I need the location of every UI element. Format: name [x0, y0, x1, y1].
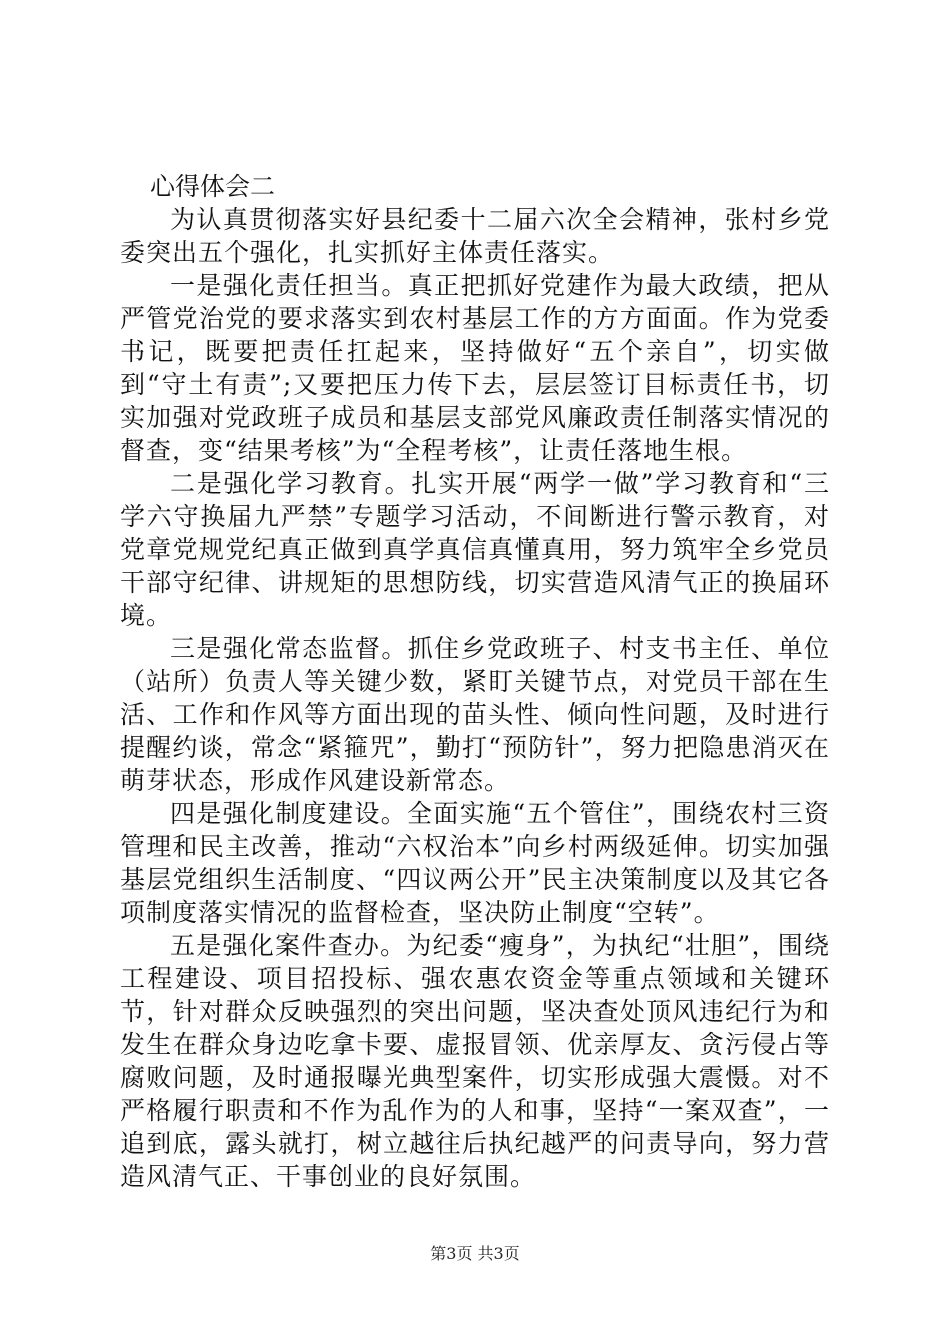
paragraph-case-handling: 五是强化案件查办。为纪委“瘦身”，为执纪“壮胆”，围绕工程建设、项目招投标、强农惠农资金等重点领域和关键环节，针对群众反映强烈的突出问题，坚决查处顶风违纪行为和发生在群众身边吃拿卡要、虚报冒领、优亲厚友、贪污侵占等腐败问题，及时通报曝光典型案件，切实形成强大震慑。对不严格履行职责和不作为乱作为的人和事，坚持“一案双查”，一追到底，露头就打，树立越往后执纪越严的问责导向，努力营造风清气正、干事创业的良好氛围。: [120, 931, 830, 1191]
paragraph-responsibility: 一是强化责任担当。真正把抓好党建作为最大政绩，把从严管党治党的要求落实到农村基层工作的方方面面。作为党委书记，既要把责任扛起来，坚持做好“五个亲自”，切实做到“守土有责”;又要把压力传下去，层层签订目标责任书，切实加强对党政班子成员和基层支部党风廉政责任制落实情况的督查，变“结果考核”为“全程考核”，让责任落地生根。: [120, 271, 830, 465]
document-heading: 心得体会二: [150, 172, 276, 201]
paragraph-education: 二是强化学习教育。扎实开展“两学一做”学习教育和“三学六守换届九严禁”专题学习活动，不间断进行警示教育，对党章党规党纪真正做到真学真信真懂真用，努力筑牢全乡党员干部守纪律、讲规矩的思想防线，切实营造风清气正的换届环境。: [120, 469, 830, 630]
paragraph-supervision: 三是强化常态监督。抓住乡党政班子、村支书主任、单位（站所）负责人等关键少数，紧盯关键节点，对党员干部在生活、工作和作风等方面出现的苗头性、倾向性问题，及时进行提醒约谈，常念“紧箍咒”，勤打“预防针”，努力把隐患消灭在萌芽状态，形成作风建设新常态。: [120, 634, 830, 795]
paragraph-intro: 为认真贯彻落实好县纪委十二届六次全会精神，张村乡党委突出五个强化，扎实抓好主体责任落实。: [120, 205, 830, 267]
paragraph-institutions: 四是强化制度建设。全面实施“五个管住”，围绕农村三资管理和民主改善，推动“六权治本”向乡村两级延伸。切实加强基层党组织生活制度、“四议两公开”民主决策制度以及其它各项制度落实情况的监督检查，坚决防止制度“空转”。: [120, 799, 830, 927]
page-footer: 第3页 共3页: [430, 1244, 520, 1263]
document-body: [120, 170, 830, 1193]
